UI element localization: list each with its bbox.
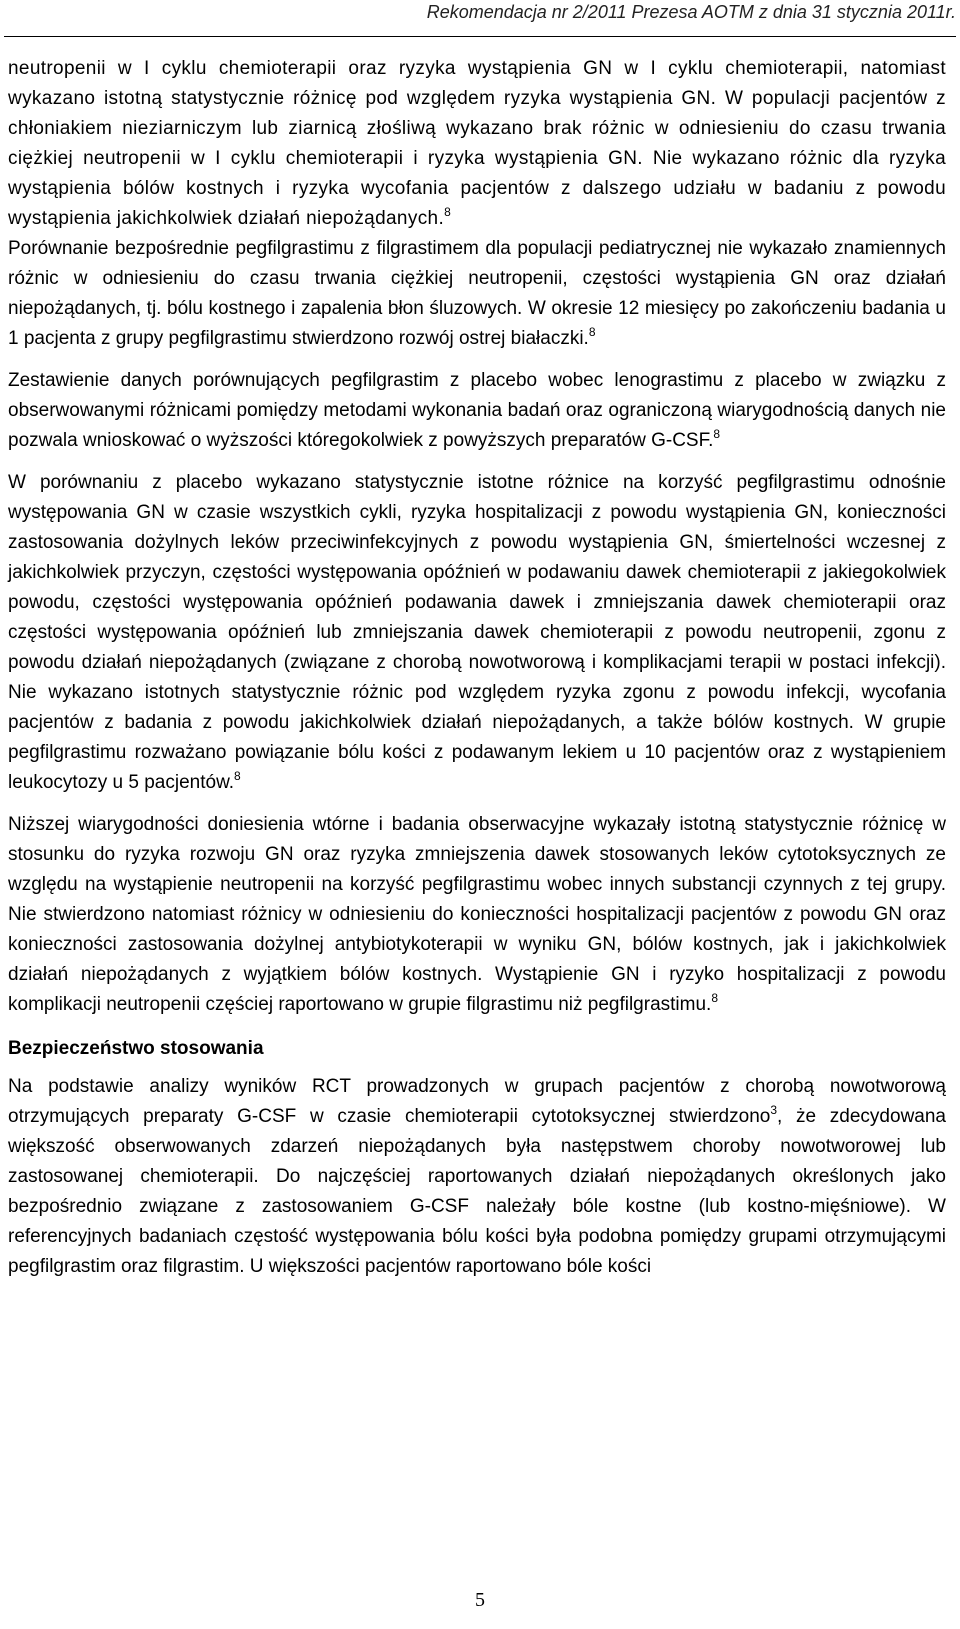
paragraph-text: neutropenii w I cyklu chemioterapii oraz ryzyka wystąpienia GN w I cyklu chemioterapii, natomiast wykazano istotną statystycznie różnicę pod względem ryzyka wystąpienia GN. W populacji pacjentów z chłoniakiem nieziarniczym lub ziarnicą złośliwą wykazano brak różnic w odniesieniu do czasu trwania ciężkiej neutropenii w I cyklu chemioterapii i ryzyka wystąpienia GN. Nie wykazano różnic dla ryzyka wystąpienia bólów kostnych i ryzyka wycofania pacjentów z dalszego udziału w badaniu z powodu wystąpienia jakichkolwiek działań niepożądanych. [8, 58, 946, 229]
header-rule [4, 36, 956, 37]
reference-number: 3 [770, 1102, 778, 1117]
section-paragraph [8, 1072, 946, 1282]
paragraph-text: Zestawienie danych porównujących pegfilgrastim z placebo wobec lenograstimu z placebo w związku z obserwowanymi różnicami pomiędzy metodami wykonania badań oraz ograniczoną wiarygodnością danych nie pozwala wnioskować o wyższości któregokolwiek z powyższych preparatów G-CSF. [8, 370, 946, 451]
reference-number: 8 [713, 426, 721, 441]
paragraph-5 [8, 810, 946, 1020]
page-number: 5 [475, 1589, 485, 1611]
reference-number: 8 [234, 768, 241, 783]
document-header: Rekomendacja nr 2/2011 Prezesa AOTM z dnia 31 stycznia 2011r. [426, 2, 956, 22]
reference-number: 8 [444, 204, 452, 219]
paragraph-2 [8, 234, 946, 354]
paragraph-text: Na podstawie analizy wyników RCT prowadzonych w grupach pacjentów z chorobą nowotworową otrzymujących preparaty G-CSF w czasie chemioterapii cytotoksycznej stwierdzono [8, 1076, 946, 1127]
paragraph-3 [8, 366, 946, 456]
section-heading: Bezpieczeństwo stosowania [8, 1038, 264, 1059]
paragraph-1 [8, 54, 946, 234]
paragraph-text: W porównaniu z placebo wykazano statystycznie istotne różnice na korzyść pegfilgrastimu odnośnie występowania GN w czasie wszystkich cykli, ryzyka hospitalizacji z powodu wystąpienia GN, konieczności zastosowania dożylnych leków przeciwinfekcyjnych z powodu wystąpienia GN, śmiertelności wczesnej z jakichkolwiek przyczyn, częstości występowania opóźnień w podawaniu dawek chemioterapii z jakiegokolwiek powodu, częstości występowania opóźnień podawania dawek i zmniejszania dawek chemioterapii oraz częstości występowania opóźnień lub zmniejszania dawek chemioterapii z powodu neutropenii, zgonu z powodu działań niepożądanych (związane z chorobą nowotworową i komplikacjami terapii w postaci infekcji). Nie wykazano istotnych statystycznie różnic pod względem ryzyka zgonu z powodu infekcji, wycofania pacjentów z badania z powodu jakichkolwiek działań niepożądanych, a także bólów kostnych. W grupie pegfilgrastimu rozważano powiązanie bólu kości z podawanym lekiem u 10 pacjentów oraz z wystąpieniem leukocytozy u 5 pacjentów. [8, 472, 946, 793]
paragraph-4 [8, 468, 946, 798]
reference-number: 8 [711, 990, 719, 1005]
paragraph-text-continued: , że zdecydowana większość obserwowanych zdarzeń niepożądanych była następstwem choroby nowotworowej lub zastosowanej chemioterapii. Do najczęściej raportowanych działań niepożądanych określonych jako bezpośrednio związane z zastosowaniem G-CSF należały bóle kostne (lub kostno-mięśniowe). W referencyjnych badaniach częstość występowania bólu kości była podobna pomiędzy grupami otrzymującymi pegfilgrastim oraz filgrastim. U większości pacjentów raportowano bóle kości [8, 1106, 946, 1277]
paragraph-text: Niższej wiarygodności doniesienia wtórne i badania obserwacyjne wykazały istotną statystycznie różnicę w stosunku do ryzyka rozwoju GN oraz ryzyka zmniejszenia dawek stosowanych leków cytotoksycznych ze względu na wystąpienie neutropenii na korzyść pegfilgrastimu wobec innych substancji czynnych z tej grupy. Nie stwierdzono natomiast różnicy w odniesieniu do konieczności hospitalizacji pacjentów z powodu GN oraz konieczności zastosowania dożylnej antybiotykoterapii w wyniku GN, bólów kostnych, jak i jakichkolwiek działań niepożądanych z wyjątkiem bólów kostnych. Wystąpienie GN i ryzyko hospitalizacji z powodu komplikacji neutropenii częściej raportowano w grupie filgrastimu niż pegfilgrastimu. [8, 814, 946, 1015]
paragraph-text: Porównanie bezpośrednie pegfilgrastimu z filgrastimem dla populacji pediatrycznej nie wykazało znamiennych różnic w odniesieniu do czasu trwania ciężkiej neutropenii, częstości wystąpienia GN oraz działań niepożądanych, tj. bólu kostnego i zapalenia błon śluzowych. W okresie 12 miesięcy po zakończeniu badania u 1 pacjenta z grupy pegfilgrastimu stwierdzono rozwój ostrej białaczki. [8, 238, 946, 349]
document-body [8, 54, 946, 1282]
reference-number: 8 [588, 324, 596, 339]
